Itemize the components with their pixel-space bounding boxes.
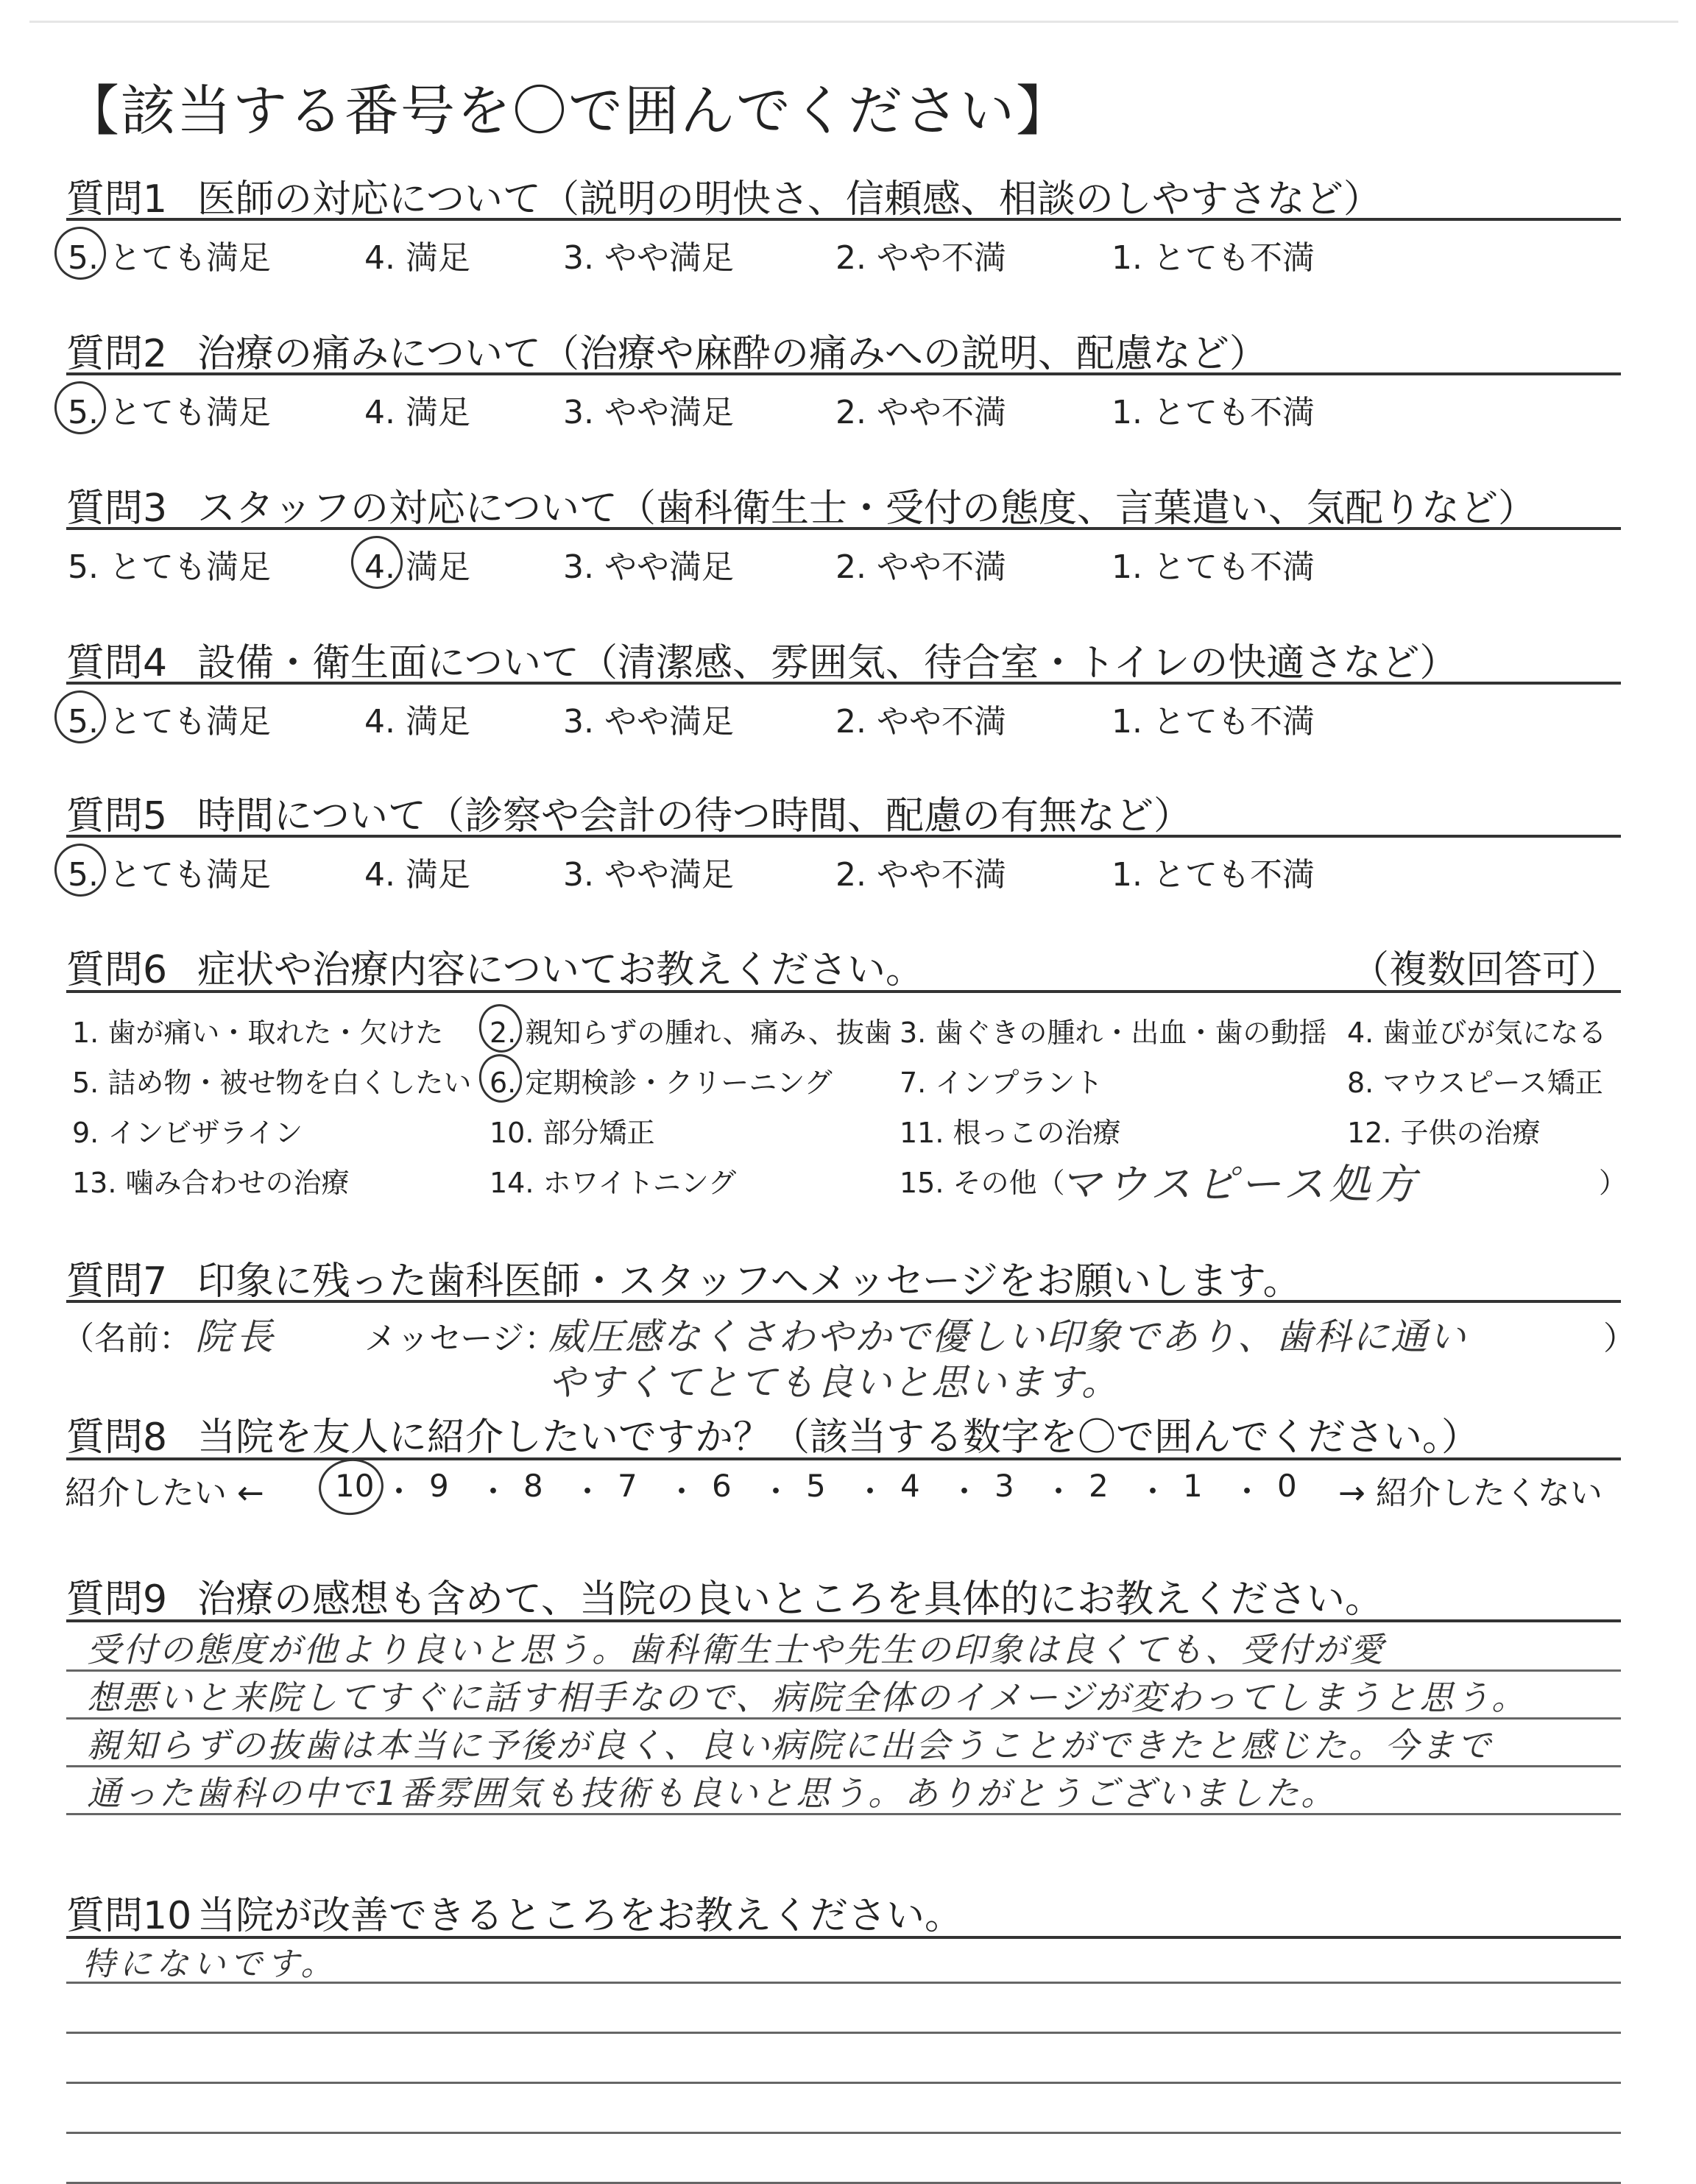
- q6-option[interactable]: 7. インプラント: [900, 1067, 1103, 1099]
- q10-line-rule: [66, 2082, 1621, 2084]
- q5-option[interactable]: 1. とても不満: [1112, 856, 1315, 894]
- q7-message-line2: やすくてとても良いと思います。: [548, 1361, 1120, 1404]
- q4-heading: [66, 632, 1458, 687]
- q8-scale-dot: ・: [384, 1474, 415, 1510]
- q4-option[interactable]: 2. やや不満: [835, 703, 1006, 741]
- q7-name: 院長: [195, 1315, 278, 1358]
- q8-scale-value[interactable]: 4: [900, 1468, 920, 1504]
- q6-other-close: ）: [1599, 1167, 1628, 1199]
- q6-option[interactable]: 11. 根っこの治療: [900, 1117, 1121, 1149]
- q2-heading: [66, 322, 1268, 378]
- q8-scale-dot: ・: [1232, 1474, 1263, 1510]
- q1-option[interactable]: 5. とても満足: [68, 239, 271, 277]
- q9-answer-line: 受付の態度が他より良いと思う。歯科衛生士や先生の印象は良くても、受付が愛: [87, 1630, 1385, 1669]
- q7-message-line1: 威圧感なくさわやかで優しい印象であり、歯科に通い: [548, 1315, 1467, 1358]
- q6-text: 症状や治療内容についてお教えください。: [197, 948, 924, 992]
- q4-label: 質問4: [66, 641, 168, 685]
- q8-scale-value[interactable]: 7: [618, 1468, 637, 1504]
- q7-name-label: （名前：: [62, 1320, 191, 1357]
- q3-text: スタッフの対応について（歯科衛生士・受付の態度、言葉遣い、気配りなど）: [197, 487, 1536, 531]
- page-title: 【該当する番号を〇で囲んでください】: [65, 79, 1072, 143]
- q10-line-rule: [66, 1982, 1621, 1984]
- q8-left-label: 紹介したい ←: [65, 1474, 264, 1512]
- q6-note: （複数回答可）: [1351, 948, 1619, 992]
- q8-scale-dot: ・: [478, 1474, 509, 1510]
- q4-option[interactable]: 4. 満足: [364, 703, 470, 741]
- q6-option[interactable]: 6. 定期検診・クリーニング: [490, 1067, 833, 1099]
- q8-scale-value[interactable]: 2: [1089, 1468, 1109, 1504]
- q7-label: 質問7: [66, 1259, 168, 1304]
- q8-scale-dot: ・: [949, 1474, 981, 1510]
- top-border: [29, 21, 1678, 23]
- q10-answer-line: 特にないです。: [82, 1946, 338, 1983]
- q3-heading: [66, 477, 1536, 532]
- q6-heading: [66, 939, 924, 994]
- q8-scale-value[interactable]: 3: [994, 1468, 1014, 1504]
- q8-scale-value[interactable]: 5: [806, 1468, 826, 1504]
- q8-scale-dot: ・: [572, 1474, 604, 1510]
- q6-option[interactable]: 13. 噛み合わせの治療: [72, 1167, 350, 1199]
- q5-option[interactable]: 5. とても満足: [68, 856, 271, 894]
- q8-heading: [66, 1406, 1480, 1461]
- q6-other-text: マウスピース処方: [1060, 1161, 1421, 1209]
- q6-rule: [66, 990, 1621, 993]
- q8-scale-value[interactable]: 9: [429, 1468, 449, 1504]
- q3-option[interactable]: 5. とても満足: [68, 548, 271, 586]
- q9-line-rule: [66, 1813, 1621, 1815]
- q6-option[interactable]: 10. 部分矯正: [490, 1117, 655, 1149]
- q9-text: 治療の感想も含めて、当院の良いところを具体的にお教えください。: [197, 1577, 1383, 1622]
- q4-rule: [66, 682, 1621, 685]
- q2-option[interactable]: 3. やや満足: [563, 394, 734, 431]
- q6-option[interactable]: 8. マウスピース矯正: [1347, 1067, 1603, 1099]
- q8-scale-value[interactable]: 1: [1183, 1468, 1203, 1504]
- q9-label: 質問9: [66, 1577, 168, 1622]
- q9-answer-line: 想悪いと来院してすぐに話す相手なので、病院全体のイメージが変わってしまうと思う。: [87, 1678, 1528, 1717]
- q7-message-label: メッセージ：: [364, 1320, 557, 1357]
- q4-option[interactable]: 5. とても満足: [68, 703, 271, 741]
- q5-heading: [66, 785, 1192, 840]
- q1-option[interactable]: 1. とても不満: [1112, 239, 1315, 277]
- q6-option[interactable]: 1. 歯が痛い・取れた・欠けた: [72, 1017, 444, 1049]
- q8-scale-value[interactable]: 0: [1277, 1468, 1297, 1504]
- q6-option[interactable]: 9. インビザライン: [72, 1117, 303, 1149]
- q10-heading: [66, 1884, 963, 1940]
- q2-rule: [66, 372, 1621, 375]
- q10-label: 質問10: [66, 1894, 192, 1938]
- q5-option[interactable]: 2. やや不満: [835, 856, 1006, 894]
- q2-option[interactable]: 5. とても満足: [68, 394, 271, 431]
- q5-option[interactable]: 4. 満足: [364, 856, 470, 894]
- q10-line-rule: [66, 2032, 1621, 2034]
- q7-rule: [66, 1300, 1621, 1303]
- q6-option[interactable]: 4. 歯並びが気になる: [1347, 1017, 1607, 1049]
- q3-option[interactable]: 1. とても不満: [1112, 548, 1315, 586]
- q4-option[interactable]: 1. とても不満: [1112, 703, 1315, 741]
- q2-text: 治療の痛みについて（治療や麻酔の痛みへの説明、配慮など）: [197, 332, 1268, 376]
- q8-label: 質問8: [66, 1416, 168, 1460]
- q2-label: 質問2: [66, 332, 168, 376]
- q1-label: 質問1: [66, 177, 168, 222]
- q2-option[interactable]: 1. とても不満: [1112, 394, 1315, 431]
- q8-text: 当院を友人に紹介したいですか？（該当する数字を〇で囲んでください。）: [197, 1416, 1480, 1460]
- q5-label: 質問5: [66, 794, 168, 838]
- q4-text: 設備・衛生面について（清潔感、雰囲気、待合室・トイレの快適さなど）: [197, 641, 1458, 685]
- q5-option[interactable]: 3. やや満足: [563, 856, 734, 894]
- q8-scale-dot: ・: [666, 1474, 698, 1510]
- q8-rule: [66, 1457, 1621, 1460]
- q1-option[interactable]: 4. 満足: [364, 239, 470, 277]
- q8-scale-value[interactable]: 8: [523, 1468, 543, 1504]
- q6-option[interactable]: 15. その他（: [900, 1167, 1065, 1199]
- q8-scale-dot: ・: [760, 1474, 792, 1510]
- q8-scale-value[interactable]: 10: [335, 1468, 375, 1504]
- q6-option[interactable]: 3. 歯ぐきの腫れ・出血・歯の動揺: [900, 1017, 1327, 1049]
- q1-heading: [66, 168, 1382, 223]
- q6-option[interactable]: 12. 子供の治療: [1347, 1117, 1541, 1149]
- q2-option[interactable]: 4. 満足: [364, 394, 470, 431]
- q6-option[interactable]: 14. ホワイトニング: [490, 1167, 737, 1199]
- q8-scale-dot: ・: [855, 1474, 886, 1510]
- q7-heading: [66, 1250, 1301, 1305]
- q8-scale-value[interactable]: 6: [712, 1468, 732, 1504]
- q4-option[interactable]: 3. やや満足: [563, 703, 734, 741]
- q6-option[interactable]: 2. 親知らずの腫れ、痛み、抜歯: [490, 1017, 892, 1049]
- q3-rule: [66, 527, 1621, 530]
- q1-text: 医師の対応について（説明の明快さ、信頼感、相談のしやすさなど）: [197, 177, 1382, 222]
- q10-line-rule: [66, 2132, 1621, 2134]
- q8-scale-dot: ・: [1043, 1474, 1075, 1510]
- q5-text: 時間について（診察や会計の待つ時間、配慮の有無など）: [197, 794, 1192, 838]
- q3-option[interactable]: 2. やや不満: [835, 548, 1006, 586]
- q9-answer-line: 親知らずの抜歯は本当に予後が良く、良い病院に出会うことができたと感じた。今まで: [87, 1725, 1494, 1765]
- q7-text: 印象に残った歯科医師・スタッフへメッセージをお願いします。: [197, 1259, 1301, 1304]
- q1-option[interactable]: 2. やや不満: [835, 239, 1006, 277]
- q9-rule: [66, 1619, 1621, 1622]
- q1-rule: [66, 218, 1621, 221]
- q3-option[interactable]: 4. 満足: [364, 548, 470, 586]
- q8-scale-dot: ・: [1137, 1474, 1169, 1510]
- q3-option[interactable]: 3. やや満足: [563, 548, 734, 586]
- q5-rule: [66, 835, 1621, 838]
- q2-option[interactable]: 2. やや不満: [835, 394, 1006, 431]
- q3-label: 質問3: [66, 487, 168, 531]
- q9-answer-line: 通った歯科の中で1番雰囲気も技術も良いと思う。ありがとうございました。: [87, 1773, 1338, 1813]
- q10-text: 当院が改善できるところをお教えください。: [197, 1894, 964, 1938]
- q9-heading: [66, 1568, 1383, 1623]
- q7-close: ）: [1603, 1320, 1636, 1357]
- selected-circle: [315, 1455, 387, 1519]
- q6-label: 質問6: [66, 948, 168, 992]
- q1-option[interactable]: 3. やや満足: [563, 239, 734, 277]
- q6-option[interactable]: 5. 詰め物・被せ物を白くしたい: [72, 1067, 472, 1099]
- q8-right-label: → 紹介したくない: [1338, 1474, 1603, 1512]
